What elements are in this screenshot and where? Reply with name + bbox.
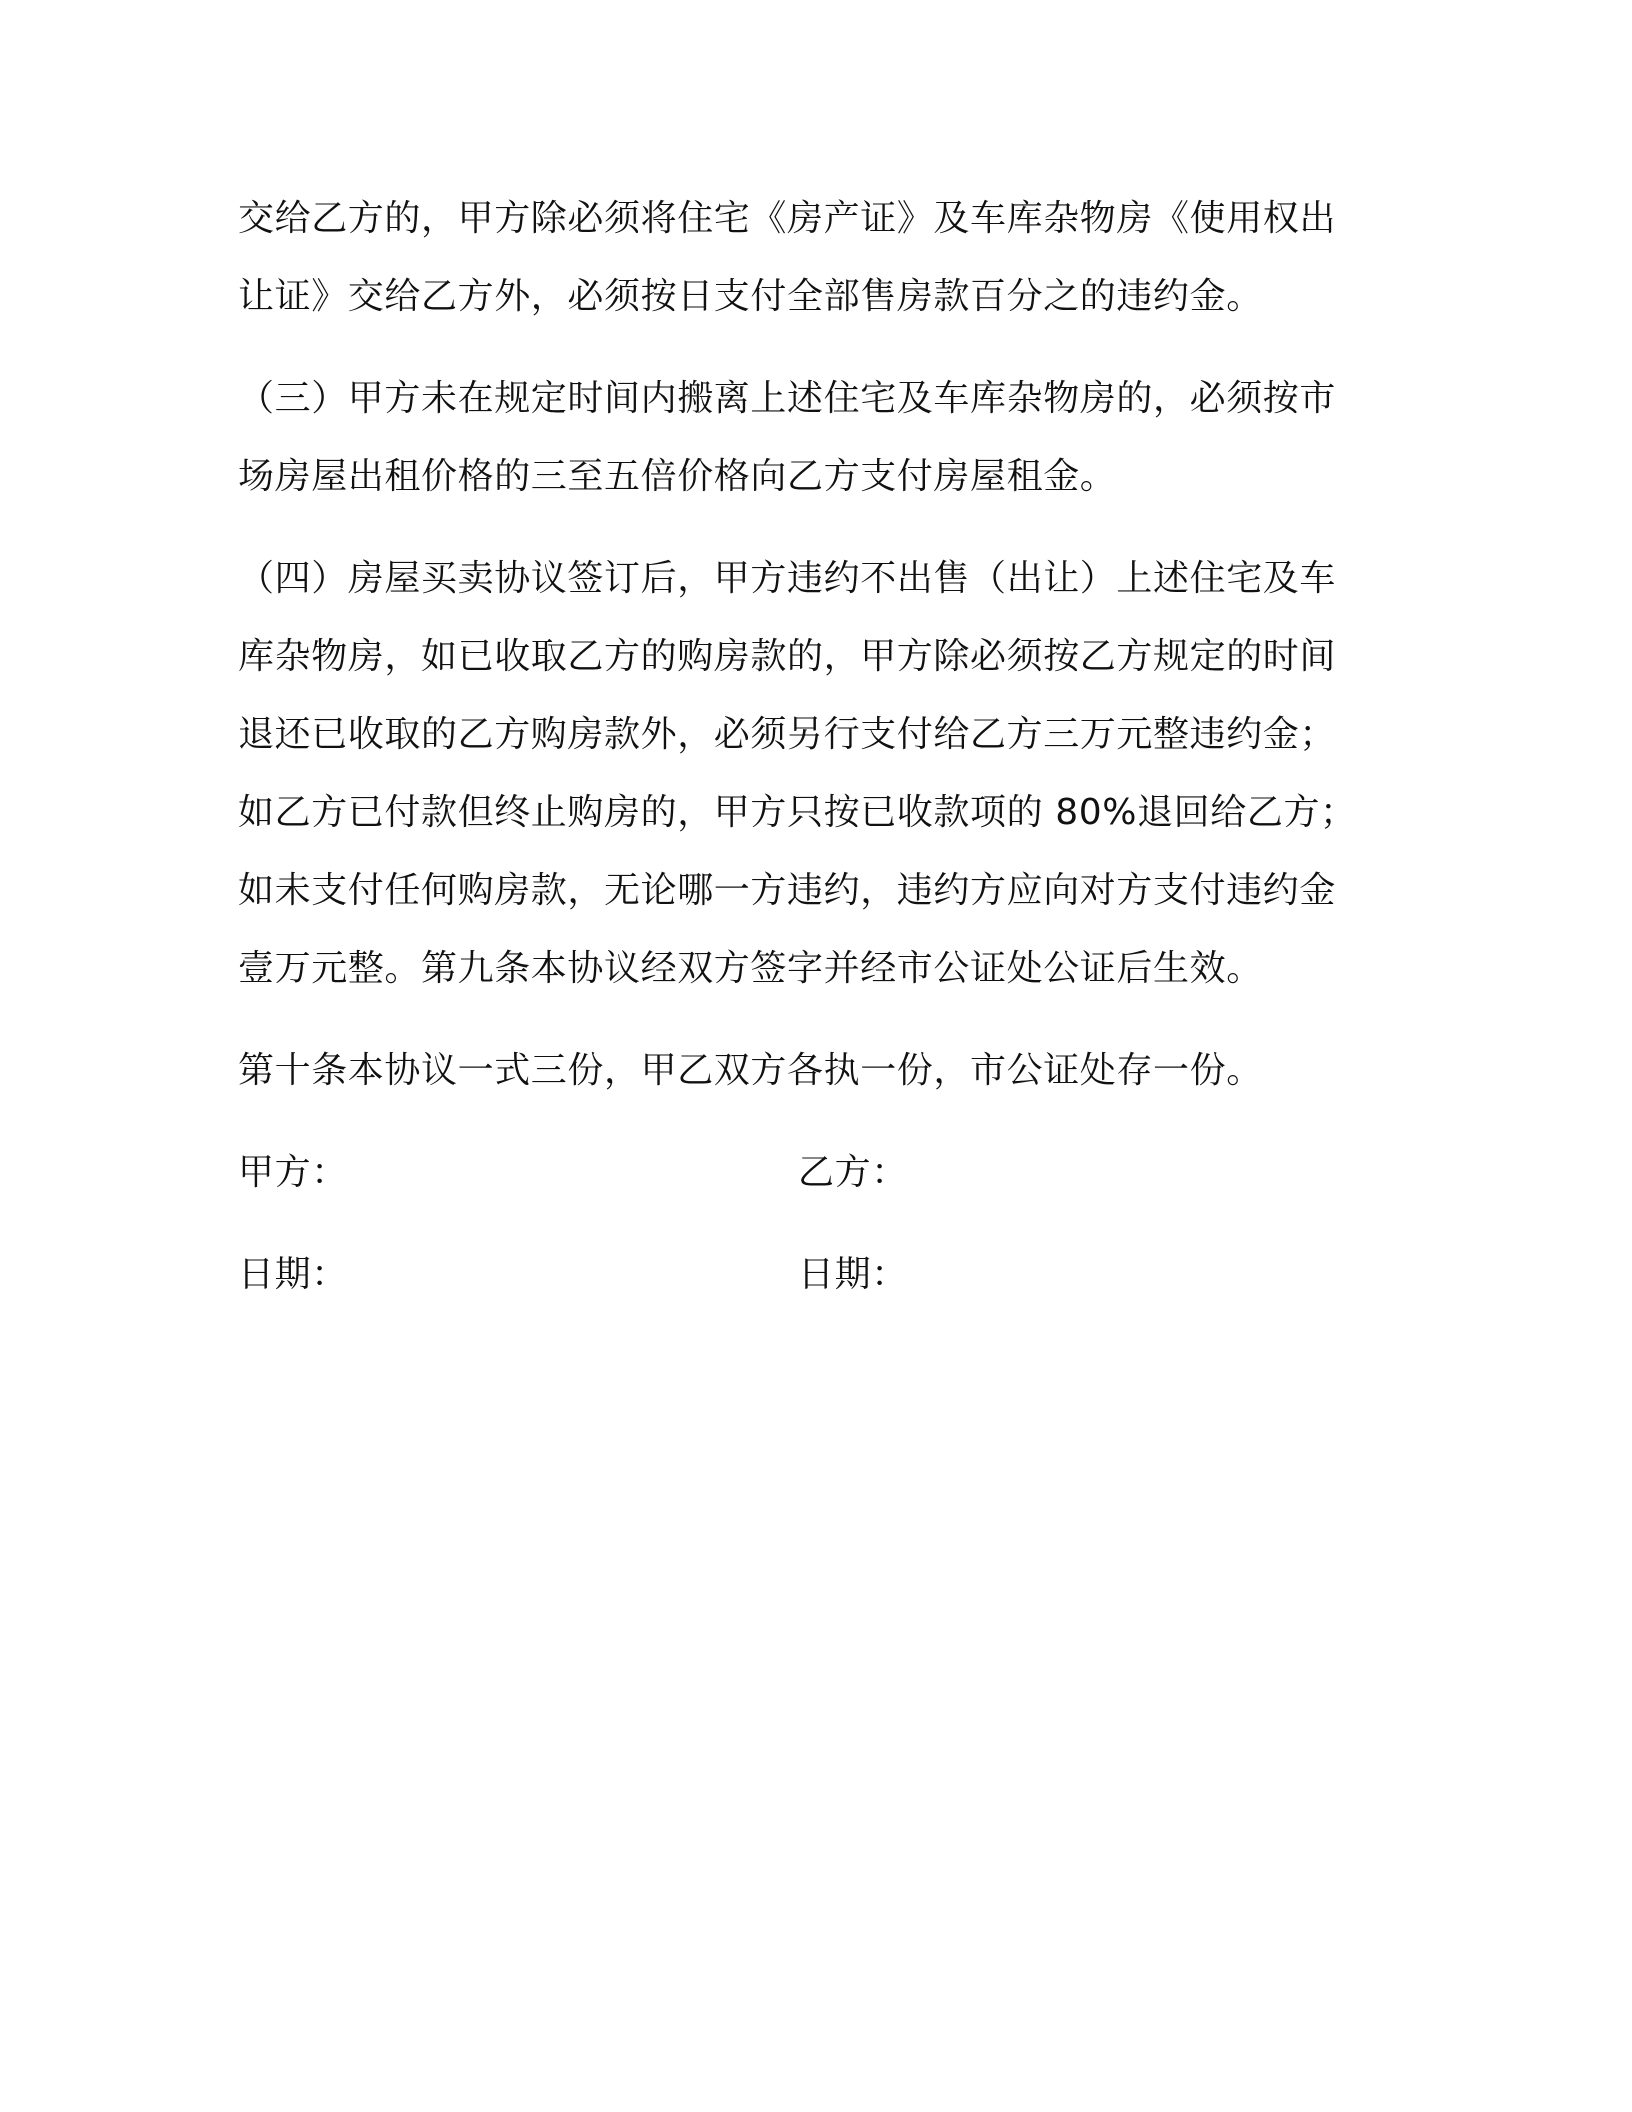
party-b-label: 乙方： [798,1152,908,1193]
text-line: 场房屋出租价格的三至五倍价格向乙方支付房屋租金。 [238,456,1117,497]
paragraph-clause-three [238,360,1378,516]
text-line: （四）房屋买卖协议签订后，甲方违约不出售（出让）上述住宅及车 [238,558,1337,599]
text-line: 退还已收取的乙方购房款外，必须另行支付给乙方三万元整违约金； [238,714,1337,755]
document-body [238,180,1378,1338]
text-line: 如未支付任何购房款，无论哪一方违约，违约方应向对方支付违约金 [238,870,1337,911]
text-line: 让证》交给乙方外，必须按日支付全部售房款百分之的违约金。 [238,276,1263,317]
date-a-label: 日期： [238,1254,348,1295]
signature-party-row [238,1134,1378,1212]
paragraph-article-ten [238,1032,1378,1110]
text-line: 库杂物房，如已收取乙方的购房款的，甲方除必须按乙方规定的时间 [238,636,1337,677]
date-b-label: 日期： [798,1254,908,1295]
text-line: 第十条本协议一式三份，甲乙双方各执一份，市公证处存一份。 [238,1050,1263,1091]
text-line: （三）甲方未在规定时间内搬离上述住宅及车库杂物房的，必须按市 [238,378,1337,419]
paragraph-penalty-certificates [238,180,1378,336]
paragraph-clause-four [238,540,1378,1008]
signature-date-row [238,1236,1378,1314]
text-line: 如乙方已付款但终止购房的，甲方只按已收款项的 80%退回给乙方； [238,792,1357,833]
text-line: 交给乙方的，甲方除必须将住宅《房产证》及车库杂物房《使用权出 [238,198,1337,239]
text-line: 壹万元整。第九条本协议经双方签字并经市公证处公证后生效。 [238,948,1263,989]
party-a-label: 甲方： [238,1152,348,1193]
